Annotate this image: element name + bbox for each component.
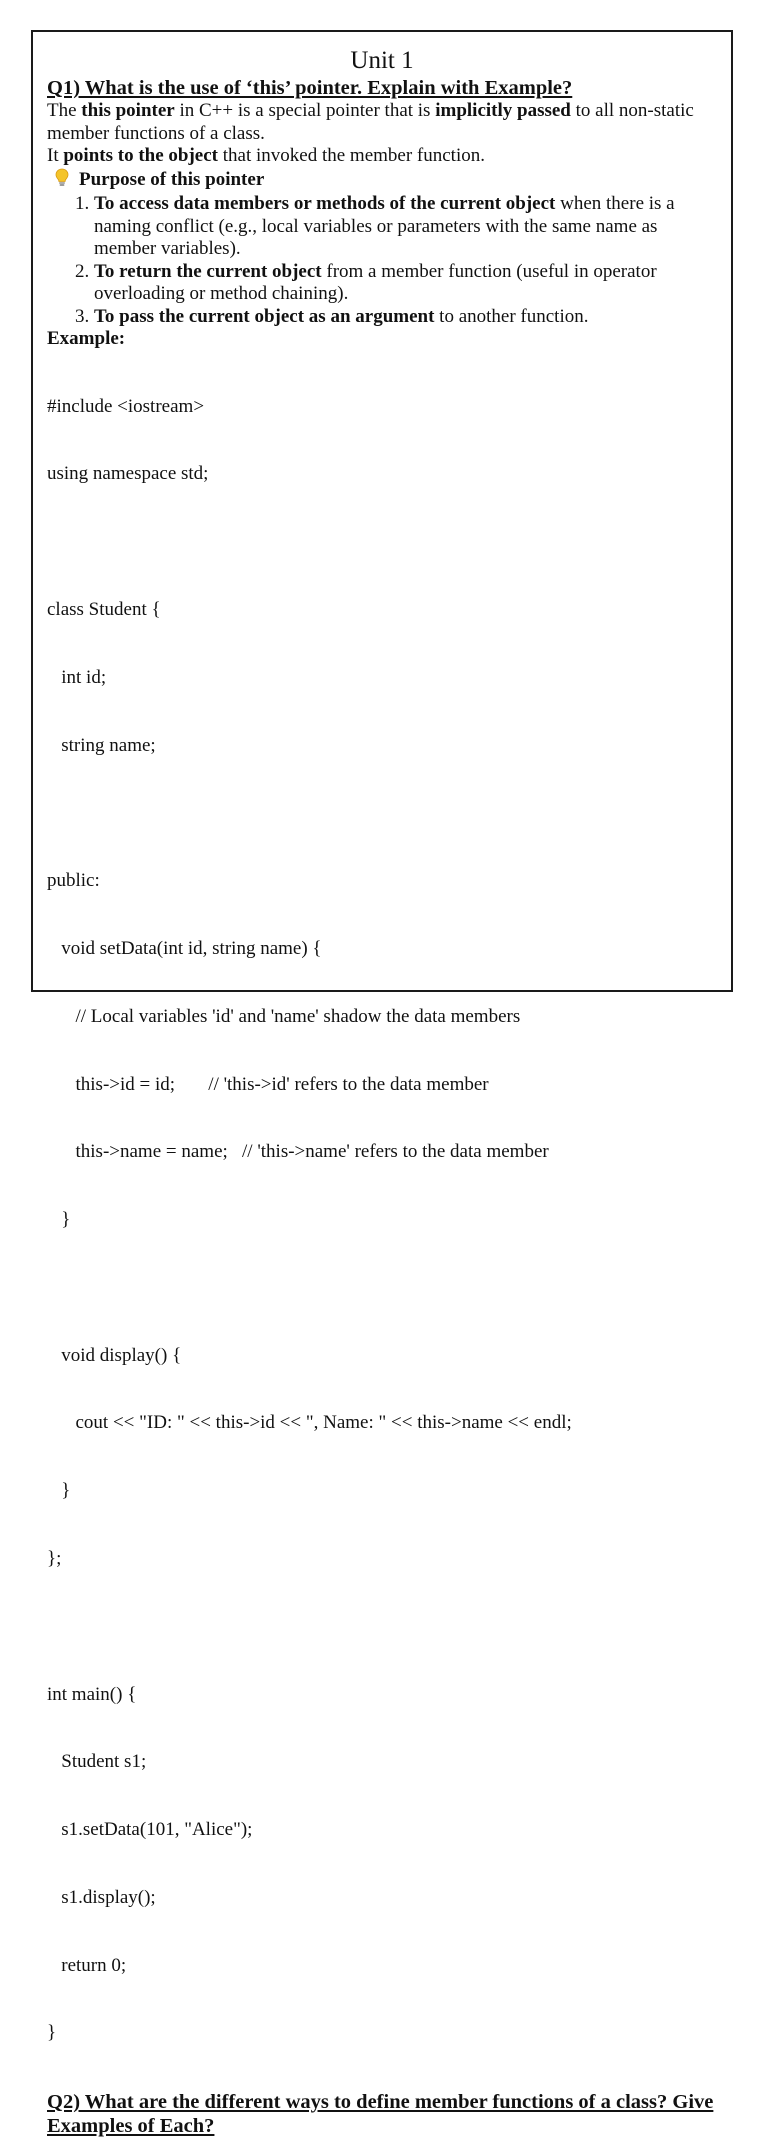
lightbulb-icon bbox=[53, 168, 71, 194]
code-line bbox=[47, 802, 717, 825]
q1-heading: Q1) What is the use of ‘this’ pointer. Explain with Example? bbox=[47, 77, 573, 99]
list-item: 3. To pass the current object as an argument to another function. bbox=[94, 306, 717, 329]
code-line: cout << "ID: " << this->id << ", Name: " << this->name << endl; bbox=[47, 1412, 572, 1434]
code-line: using namespace std; bbox=[47, 463, 209, 485]
purpose-list bbox=[47, 193, 717, 328]
list-item: 1. To access data members or methods of the current object when there is a naming conflict (e.g., local variables or parameters with the same name as member variables). bbox=[94, 193, 717, 261]
code-line: s1.setData(101, "Alice"); bbox=[47, 1819, 253, 1841]
code-line: return 0; bbox=[47, 1954, 127, 1976]
q1-intro-paragraph-2: It points to the object that invoked the member function. bbox=[47, 145, 485, 166]
code-line: int main() { bbox=[47, 1683, 137, 1705]
code-line: } bbox=[47, 2022, 57, 2044]
code-example bbox=[47, 351, 717, 2091]
code-line: void setData(int id, string name) { bbox=[47, 937, 322, 959]
document-content bbox=[47, 46, 717, 2138]
q1-intro-paragraph-1: The this pointer in C++ is a special pointer that is implicitly passed to all non-static member functions of a class. bbox=[47, 100, 694, 144]
code-line: this->id = id; // 'this->id' refers to the data member bbox=[47, 1073, 489, 1095]
purpose-heading-line bbox=[47, 168, 717, 194]
code-line: this->name = name; // 'this->name' refers to the data member bbox=[47, 1141, 549, 1163]
code-line bbox=[47, 1277, 717, 1300]
unit-title: Unit 1 bbox=[350, 47, 414, 74]
code-line: public: bbox=[47, 870, 100, 892]
code-line: s1.display(); bbox=[47, 1886, 156, 1908]
code-line bbox=[47, 531, 717, 554]
q2-heading: Q2) What are the different ways to define member functions of a class? Give Examples of Each? bbox=[47, 2091, 714, 2138]
code-line: class Student { bbox=[47, 599, 161, 621]
example-label: Example: bbox=[47, 328, 126, 349]
code-line: void display() { bbox=[47, 1344, 182, 1366]
code-line: } bbox=[47, 1480, 71, 1502]
code-line: // Local variables 'id' and 'name' shadow the data members bbox=[47, 1005, 521, 1027]
code-line: int id; bbox=[47, 666, 107, 688]
code-line: }; bbox=[47, 1547, 62, 1569]
code-line bbox=[47, 1616, 717, 1639]
list-item: 2. To return the current object from a member function (useful in operator overloading or method chaining). bbox=[94, 261, 717, 306]
code-line: } bbox=[47, 1209, 71, 1231]
code-line: string name; bbox=[47, 734, 156, 756]
code-line: Student s1; bbox=[47, 1751, 147, 1773]
code-line: #include <iostream> bbox=[47, 395, 205, 417]
purpose-heading: Purpose of this pointer bbox=[79, 169, 265, 190]
